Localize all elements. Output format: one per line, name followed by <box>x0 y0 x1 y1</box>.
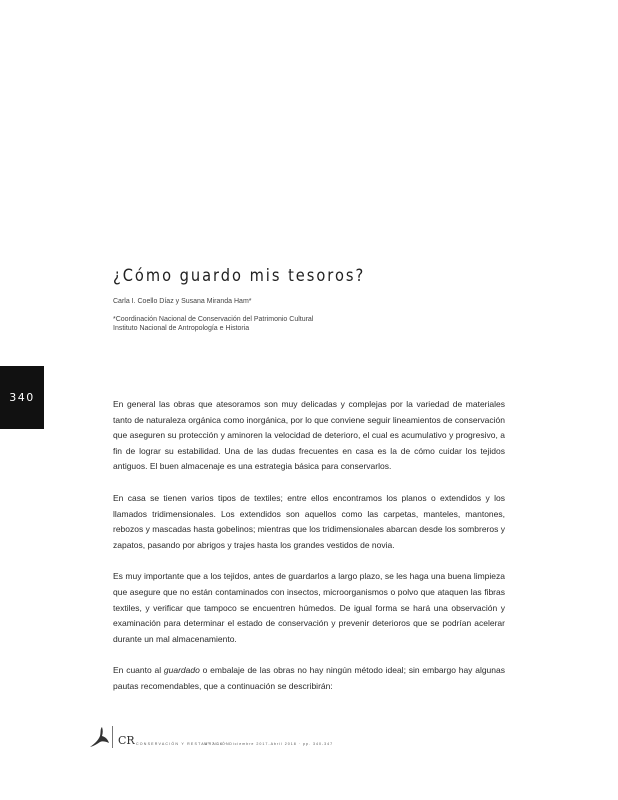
issue-info: N° 7/14 · Diciembre 2017-Abril 2018 · pp. 340-347 <box>204 742 334 746</box>
emphasized-term: guardado <box>163 665 200 676</box>
page-number-tab <box>0 366 44 429</box>
body-paragraph: En general las obras que atesoramos son muy delicadas y complejas por la variedad de materiales tanto de naturaleza orgánica como inorgánica, por lo que conviene seguir lineamientos de conservación que aseguren su protección y aminoren la velocidad de deterioro, el cual es acumulativo y progresivo, a fin de lograr su estabilidad. Una de las dudas frecuentes en casa es la de cómo cuidar los tejidos antiguos. El buen almacenaje es una estrategia básica para conservarlos. <box>113 399 505 472</box>
journal-logo: CR <box>118 734 135 747</box>
body-paragraph <box>113 663 505 694</box>
article-body <box>113 397 505 711</box>
affiliation-line: Instituto Nacional de Antropología e Historia <box>113 325 250 332</box>
paragraph-text: En cuanto al <box>113 665 164 676</box>
footer-divider <box>112 726 113 748</box>
journal-name: CONSERVACIÓN Y RESTAURACIÓN <box>136 742 230 746</box>
article-title: ¿Cómo guardo mis tesoros? <box>113 266 366 286</box>
affiliation-line: *Coordinación Nacional de Conservación del Patrimonio Cultural <box>113 316 314 323</box>
page-number: 340 <box>9 391 35 404</box>
article-authors: Carla I. Coello Díaz y Susana Miranda Ham* <box>113 298 252 305</box>
body-paragraph: Es muy importante que a los tejidos, antes de guardarlos a largo plazo, se les haga una buena limpieza que asegure que no están contaminados con insectos, microorganismos o polvo que ataquen las fibras textiles, y verificar que tampoco se encuentren húmedos. De igual forma se hará una observación y examinación para determinar el estado de conservación y prevenir deterioros que se podrían acelerar durante un mal almacenamiento. <box>113 571 505 644</box>
author-affiliation <box>113 315 313 333</box>
paragraph-text: o embalaje de las obras no hay ningún método ideal; sin embargo hay algunas pautas recomendables, que a continuación se describirán: <box>113 665 505 691</box>
bird-logo-icon <box>88 725 110 749</box>
body-paragraph: En casa se tienen varios tipos de textiles; entre ellos encontramos los planos o extendidos y los llamados tridimensionales. Los extendidos son aquellos como las carpetas, manteles, mantones, rebozos y mascadas hasta gobelinos; mientras que los tridimensionales abarcan desde los sombreros y zapatos, pasando por abrigos y trajes hasta los grandes vestidos de novia. <box>113 492 505 550</box>
